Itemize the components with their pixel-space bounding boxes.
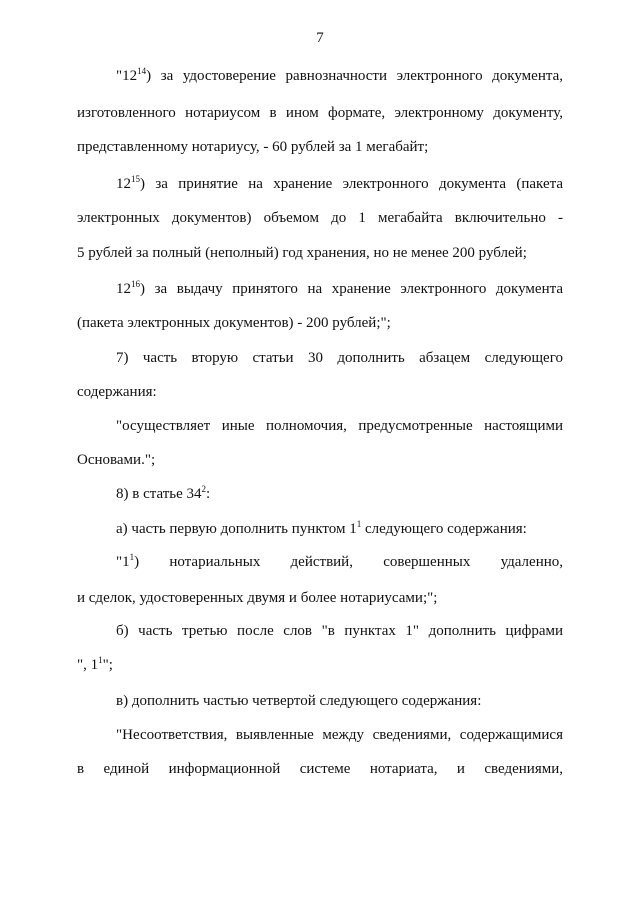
quote-2-line-2: в единой информационной системе нотариата, и сведениями, — [77, 761, 563, 777]
text-fragment: а) часть первую дополнить пунктом 1 — [116, 521, 357, 537]
superscript: 2 — [201, 484, 207, 494]
text-fragment: ", 1 — [77, 657, 99, 673]
text-fragment: 8) в статье 34 — [116, 486, 202, 502]
text-fragment: ) за выдачу принятого на хранение электронного документа — [140, 281, 563, 297]
text-fragment: ) нотариальных действий, совершенных удаленно, — [134, 554, 563, 570]
paragraph-12-16-line-1 — [116, 279, 563, 300]
paragraph-12-14-line-2: изготовленного нотариусом в ином формате, электронному документу, — [77, 105, 563, 121]
text-fragment: "12 — [116, 68, 138, 84]
paragraph-12-15-line-3: 5 рублей за полный (неполный) год хранения, но не менее 200 рублей; — [77, 245, 527, 261]
text-fragment: "1 — [116, 554, 130, 570]
text-fragment: следующего содержания: — [361, 521, 527, 537]
paragraph-12-16-line-2: (пакета электронных документов) - 200 рублей;"; — [77, 315, 391, 331]
paragraph-12-14-line-1 — [116, 66, 563, 87]
quote-1-line-2: Основами."; — [77, 452, 156, 468]
text-fragment: : — [206, 486, 211, 502]
page-number: 7 — [316, 30, 324, 46]
superscript: 1 — [129, 552, 135, 562]
quote-1-1-line-1 — [116, 552, 563, 573]
quote-1-1-line-2: и сделок, удостоверенных двумя и более нотариусами;"; — [77, 590, 438, 606]
paragraph-7-line-1: 7) часть вторую статьи 30 дополнить абзацем следующего — [116, 350, 563, 366]
paragraph-12-15-line-2: электронных документов) объемом до 1 мегабайта включительно - — [77, 210, 563, 226]
quote-1-line-1: "осуществляет иные полномочия, предусмотренные настоящими — [116, 418, 563, 434]
text-fragment: 12 — [116, 281, 131, 297]
paragraph-a — [116, 519, 563, 540]
text-fragment: 12 — [116, 176, 131, 192]
superscript: 1 — [98, 655, 103, 665]
paragraph-b-line-2 — [77, 655, 563, 676]
quote-2-line-1: "Несоответствия, выявленные между сведениями, содержащимися — [116, 727, 563, 743]
text-fragment: "; — [102, 657, 113, 673]
paragraph-12-15-line-1 — [116, 174, 563, 195]
paragraph-b-line-1: б) часть третью после слов "в пунктах 1" дополнить цифрами — [116, 623, 563, 639]
superscript: 1 — [356, 519, 362, 529]
paragraph-8 — [116, 484, 563, 505]
paragraph-7-line-2: содержания: — [77, 384, 157, 400]
superscript: 14 — [137, 66, 147, 76]
paragraph-12-14-line-3: представленному нотариусу, - 60 рублей за 1 мегабайт; — [77, 139, 429, 155]
text-fragment: ) за принятие на хранение электронного документа (пакета — [140, 176, 563, 192]
text-fragment: ) за удостоверение равнозначности электронного документа, — [146, 68, 563, 84]
superscript: 15 — [131, 174, 140, 184]
superscript: 16 — [131, 279, 140, 289]
paragraph-v: в) дополнить частью четвертой следующего содержания: — [116, 693, 482, 709]
